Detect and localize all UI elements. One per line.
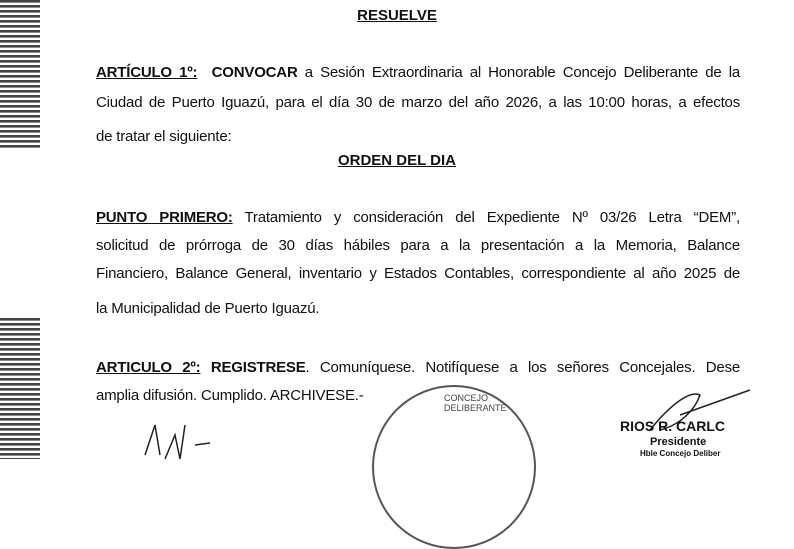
signatory-role: Presidente [650, 436, 707, 448]
stamp-text: CONCEJO DELIBERANTE [444, 393, 507, 413]
punto-line2: solicitud de prórroga de 30 días hábiles para a la presentación a la Memoria, Balance [96, 237, 740, 254]
punto-line1 [96, 208, 740, 228]
text-line: a Sesión Extraordinaria al Honorable Concejo Deliberante de la [304, 64, 741, 81]
official-stamp [372, 385, 536, 549]
articulo2-verb: REGISTRESE [210, 359, 306, 376]
articulo1-line1 [96, 63, 740, 83]
articulo2-line1 [96, 358, 740, 378]
signatory-name: RIOS R. CARLC [620, 418, 725, 434]
section-title: RESUELVE [357, 7, 437, 24]
articulo2-label: ARTICULO 2º: [96, 359, 201, 376]
punto-line4: la Municipalidad de Puerto Iguazú. [96, 300, 320, 317]
signatory-org: Hble Concejo Deliber [640, 449, 721, 458]
articulo2-line2: amplia difusión. Cumplido. ARCHIVESE.- [96, 387, 364, 404]
text-line: Tratamiento y consideración del Expediente Nº 03/26 Letra “DEM”, [244, 209, 740, 226]
text-line: . Comuníquese. Notifíquese a los señores Concejales. Dese [305, 359, 741, 376]
articulo1-line3: de tratar el siguiente: [96, 128, 232, 145]
articulo1-line2: Ciudad de Puerto Iguazú, para el día 30 de marzo del año 2026, a las 10:00 horas, a efectos [96, 94, 740, 111]
punto-label: PUNTO PRIMERO: [96, 209, 233, 226]
scan-edge-artifact [0, 318, 40, 459]
articulo1-label: ARTÍCULO 1º: [96, 64, 198, 81]
articulo1-verb: CONVOCAR [211, 64, 298, 81]
orden-heading: ORDEN DEL DIA [337, 152, 457, 169]
signature-left [140, 415, 220, 459]
punto-line3: Financiero, Balance General, inventario y Estados Contables, correspondiente al año 2025 de [96, 265, 740, 282]
